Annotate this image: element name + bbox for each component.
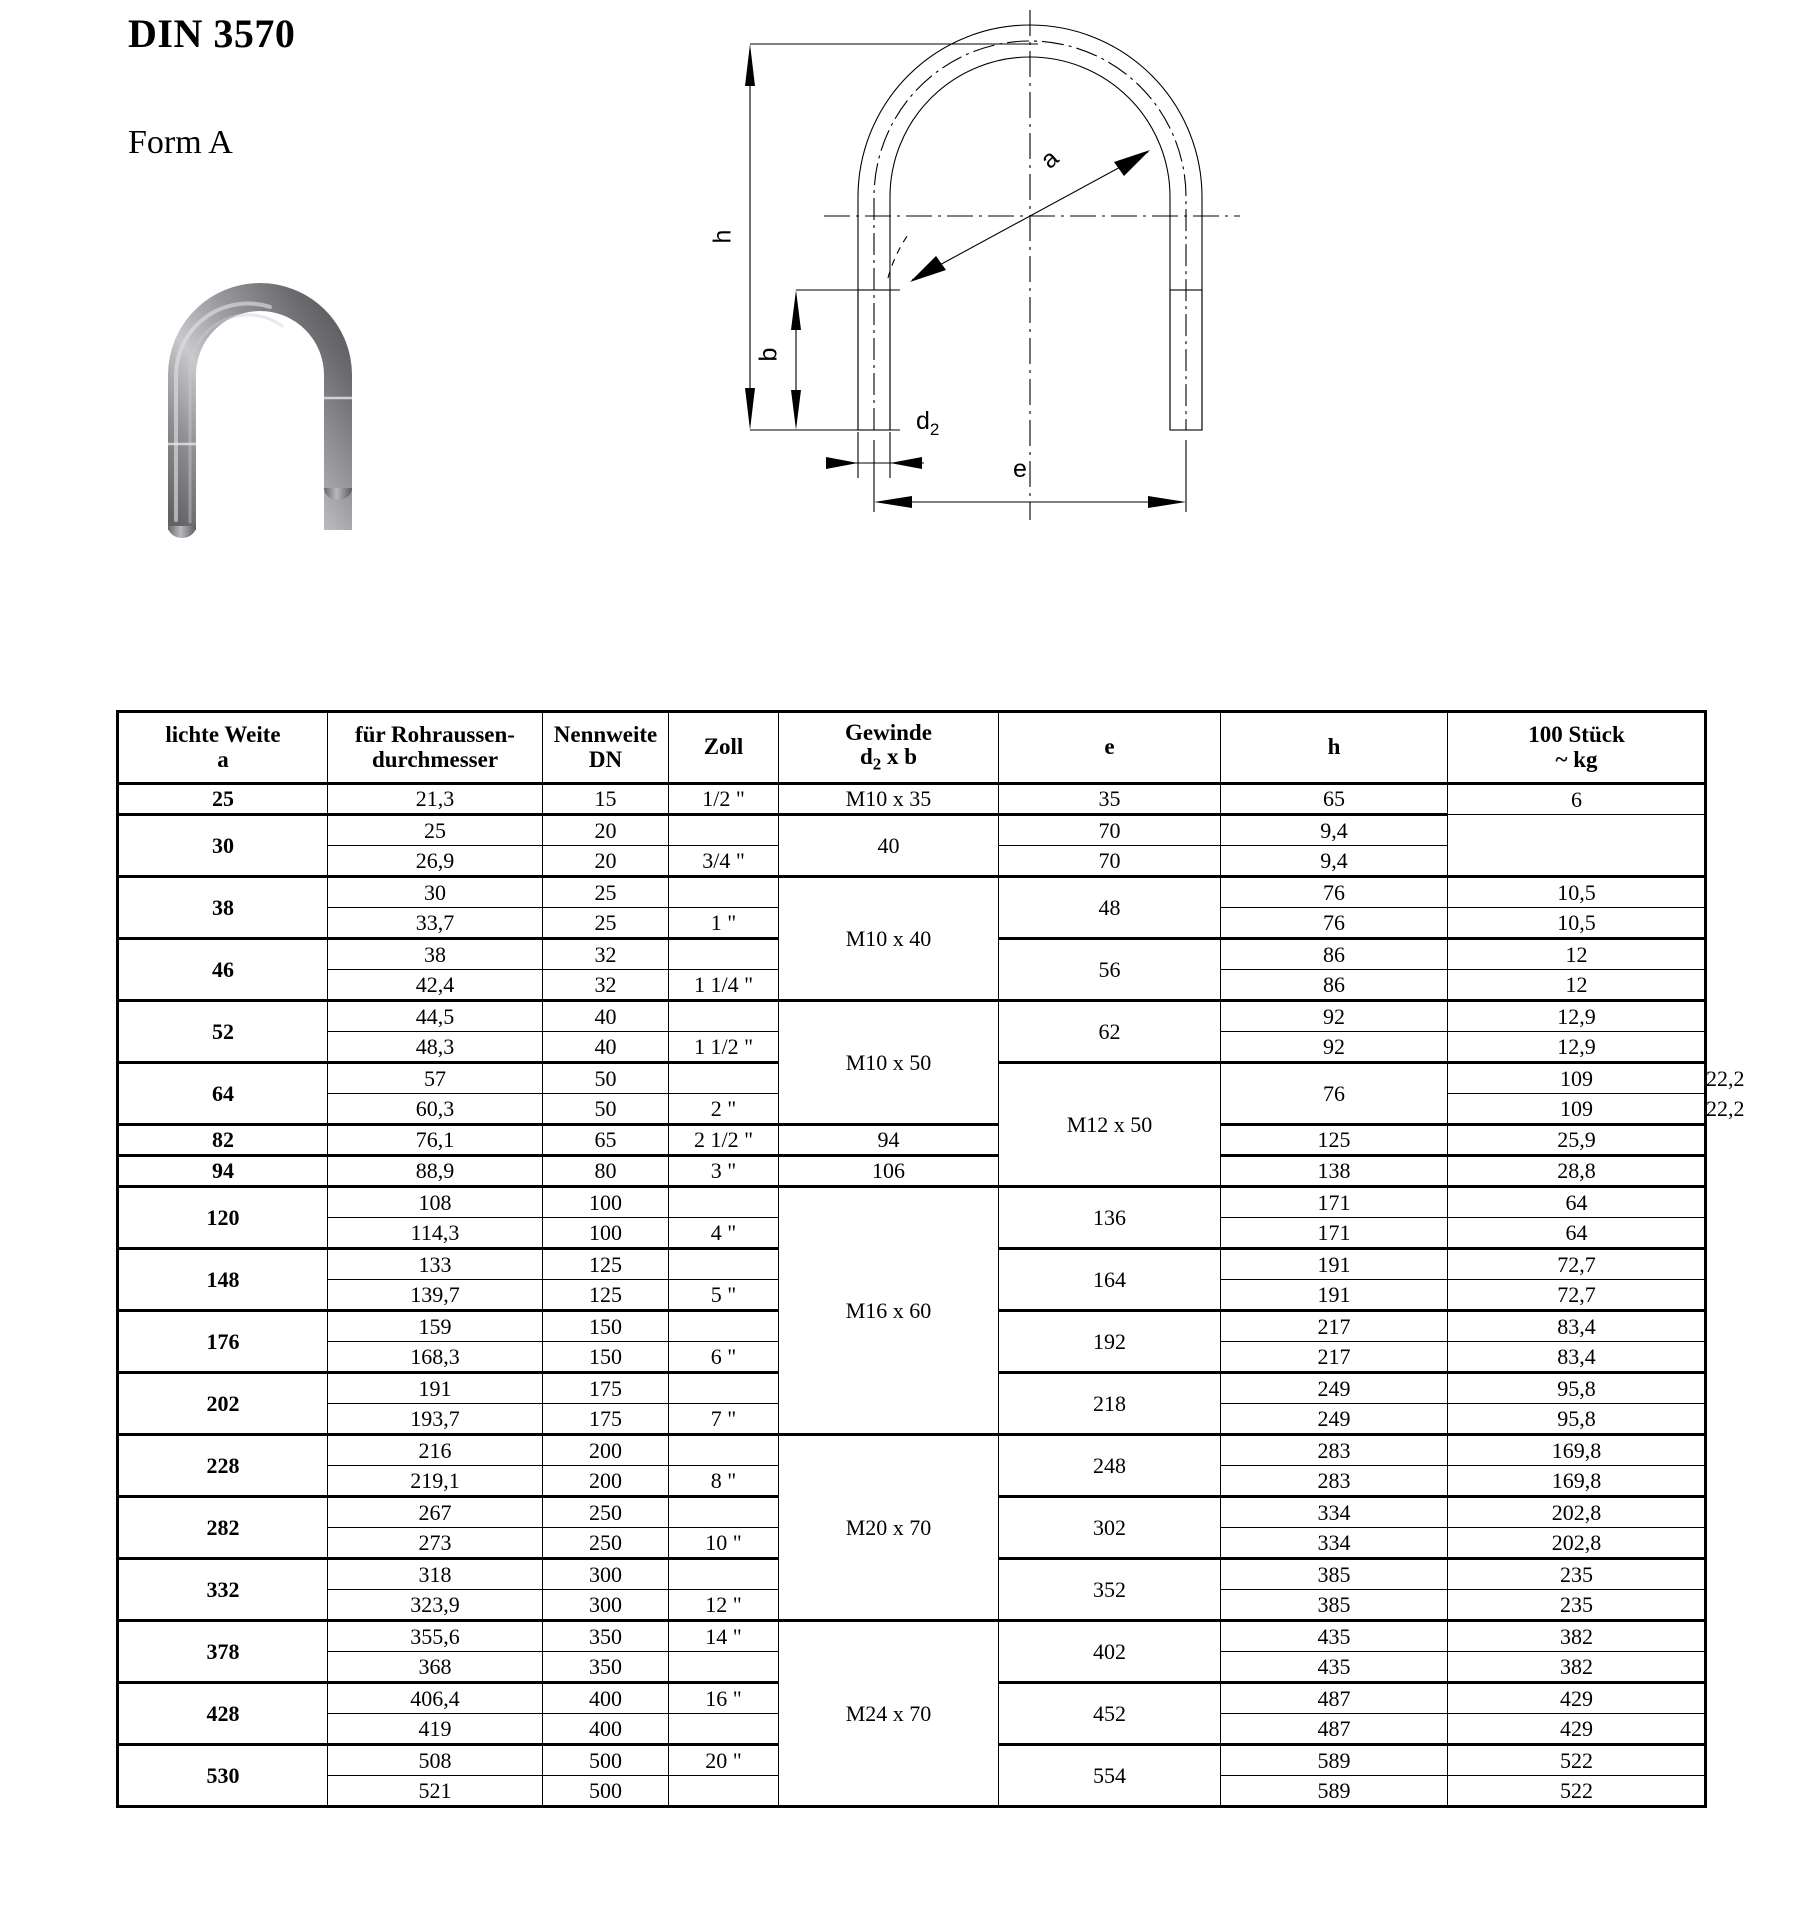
cell-lichte-weite: 332 (118, 1559, 328, 1621)
cell-zoll: 4 " (669, 1218, 779, 1249)
col-header-weight-line1: 100 Stück (1528, 722, 1625, 748)
cell-e: 248 (999, 1435, 1221, 1497)
cell-zoll: 16 " (669, 1683, 779, 1714)
cell-nennweite-dn: 40 (543, 1032, 669, 1063)
cell-zoll: 2 " (669, 1094, 779, 1125)
cell-h: 109 (1448, 1094, 1706, 1125)
cell-zoll: 2 1/2 " (669, 1125, 779, 1156)
cell-weight-100-stueck: 429 (1448, 1683, 1706, 1714)
cell-e: 76 (1221, 1063, 1448, 1125)
col-header-weight (1448, 712, 1706, 784)
cell-nennweite-dn: 250 (543, 1497, 669, 1528)
cell-rohraussendurchmesser: 25 (328, 815, 543, 846)
col-header-a (118, 712, 328, 784)
arrow-b-bottom (791, 390, 801, 430)
cell-e: 164 (999, 1249, 1221, 1311)
cell-lichte-weite: 30 (118, 815, 328, 877)
cell-rohraussendurchmesser: 191 (328, 1373, 543, 1404)
table-body (118, 784, 1745, 1807)
cell-h: 249 (1221, 1373, 1448, 1404)
table-header (118, 712, 1706, 784)
arrow-e-left (874, 496, 912, 508)
cell-weight-100-stueck: 169,8 (1448, 1435, 1706, 1466)
cell-h: 385 (1221, 1590, 1448, 1621)
specification-table (116, 710, 1745, 1808)
cell-zoll (669, 1652, 779, 1683)
cell-rohraussendurchmesser: 26,9 (328, 846, 543, 877)
cell-e: 136 (999, 1187, 1221, 1249)
cell-zoll: 12 " (669, 1590, 779, 1621)
table-row (118, 1621, 1706, 1652)
cell-h: 86 (1221, 939, 1448, 970)
cell-h: 109 (1448, 1063, 1706, 1094)
cell-e: 402 (999, 1621, 1221, 1683)
cell-h: 435 (1221, 1621, 1448, 1652)
cell-h: 217 (1221, 1342, 1448, 1373)
cell-nennweite-dn: 125 (543, 1280, 669, 1311)
cell-gewinde: M10 x 50 (779, 1001, 999, 1125)
cell-nennweite-dn: 300 (543, 1590, 669, 1621)
cell-weight-100-stueck: 64 (1448, 1218, 1706, 1249)
cell-zoll (669, 1714, 779, 1745)
cell-rohraussendurchmesser: 76,1 (328, 1125, 543, 1156)
cell-weight-100-stueck: 522 (1448, 1745, 1706, 1776)
cell-h: 92 (1221, 1032, 1448, 1063)
cell-lichte-weite: 530 (118, 1745, 328, 1807)
cell-h: 487 (1221, 1714, 1448, 1745)
cell-weight-100-stueck: 235 (1448, 1590, 1706, 1621)
cell-e: 40 (779, 815, 999, 877)
cell-lichte-weite: 202 (118, 1373, 328, 1435)
cell-nennweite-dn: 125 (543, 1249, 669, 1280)
cell-nennweite-dn: 100 (543, 1218, 669, 1249)
table-row (118, 1435, 1706, 1466)
cell-rohraussendurchmesser: 273 (328, 1528, 543, 1559)
cell-lichte-weite: 148 (118, 1249, 328, 1311)
col-header-thread-rest: x b (881, 744, 918, 770)
cell-h: 76 (1221, 908, 1448, 939)
col-header-zoll (669, 712, 779, 784)
cell-zoll: 8 " (669, 1466, 779, 1497)
cell-lichte-weite: 378 (118, 1621, 328, 1683)
col-header-pipe-od-line2: durchmesser (371, 746, 499, 772)
cell-weight-100-stueck: 95,8 (1448, 1373, 1706, 1404)
cell-weight-100-stueck: 83,4 (1448, 1311, 1706, 1342)
cell-rohraussendurchmesser: 419 (328, 1714, 543, 1745)
table-row: 64 57 50 M12 x 50 76 109 22,2 (118, 1063, 1706, 1094)
col-header-thread-line1: Gewinde (845, 720, 932, 746)
cell-rohraussendurchmesser: 57 (328, 1063, 543, 1094)
cell-weight-100-stueck: 522 (1448, 1776, 1706, 1807)
cell-nennweite-dn: 65 (543, 1125, 669, 1156)
cell-weight-100-stueck: 9,4 (1221, 846, 1448, 877)
cell-e: 48 (999, 877, 1221, 939)
cell-e: 554 (999, 1745, 1221, 1807)
cell-rohraussendurchmesser: 368 (328, 1652, 543, 1683)
cell-lichte-weite: 228 (118, 1435, 328, 1497)
cell-zoll (669, 1559, 779, 1590)
col-header-dn-line2: DN (588, 746, 623, 772)
table-row (118, 1156, 1706, 1187)
cell-lichte-weite: 52 (118, 1001, 328, 1063)
cell-zoll (669, 1249, 779, 1280)
cell-zoll: 5 " (669, 1280, 779, 1311)
cell-nennweite-dn: 25 (543, 908, 669, 939)
cell-lichte-weite: 25 (118, 784, 328, 815)
col-header-pipe-od-line1: für Rohraussen- (355, 722, 515, 748)
cell-e: 35 (999, 784, 1221, 815)
cell-h: 70 (999, 846, 1221, 877)
cell-h: 385 (1221, 1559, 1448, 1590)
cell-zoll (669, 1435, 779, 1466)
cell-zoll (669, 1187, 779, 1218)
cell-rohraussendurchmesser: 88,9 (328, 1156, 543, 1187)
cell-e: 192 (999, 1311, 1221, 1373)
cell-weight-100-stueck: 202,8 (1448, 1528, 1706, 1559)
cell-nennweite-dn: 300 (543, 1559, 669, 1590)
cell-h: 487 (1221, 1683, 1448, 1714)
col-header-dn (543, 712, 669, 784)
cell-rohraussendurchmesser: 406,4 (328, 1683, 543, 1714)
ubolt-end-left (168, 526, 196, 538)
cell-h: 589 (1221, 1776, 1448, 1807)
cell-rohraussendurchmesser: 318 (328, 1559, 543, 1590)
cell-lichte-weite: 38 (118, 877, 328, 939)
cell-zoll (669, 1311, 779, 1342)
cell-zoll (669, 939, 779, 970)
cell-weight-100-stueck: 12,9 (1448, 1001, 1706, 1032)
cell-nennweite-dn: 150 (543, 1311, 669, 1342)
cell-nennweite-dn: 175 (543, 1373, 669, 1404)
col-header-h-line1: h (1327, 734, 1341, 760)
cell-nennweite-dn: 80 (543, 1156, 669, 1187)
cell-rohraussendurchmesser: 114,3 (328, 1218, 543, 1249)
cell-e: 218 (999, 1373, 1221, 1435)
cell-h: 92 (1221, 1001, 1448, 1032)
cell-rohraussendurchmesser: 48,3 (328, 1032, 543, 1063)
cell-zoll (669, 1776, 779, 1807)
cell-nennweite-dn: 50 (543, 1063, 669, 1094)
table-row (118, 1187, 1706, 1218)
cell-h: 191 (1221, 1280, 1448, 1311)
cell-lichte-weite: 94 (118, 1156, 328, 1187)
cell-rohraussendurchmesser: 193,7 (328, 1404, 543, 1435)
cell-weight-100-stueck: 72,7 (1448, 1280, 1706, 1311)
cell-weight-100-stueck: 10,5 (1448, 877, 1706, 908)
arrow-d2-right (890, 457, 922, 469)
table-row (118, 784, 1706, 815)
cell-h: 65 (1221, 784, 1448, 815)
cell-e: 352 (999, 1559, 1221, 1621)
cell-h: 171 (1221, 1187, 1448, 1218)
col-header-zoll-line1: Zoll (703, 734, 744, 760)
cell-nennweite-dn: 25 (543, 877, 669, 908)
cell-e: 94 (779, 1125, 999, 1156)
cell-lichte-weite: 82 (118, 1125, 328, 1156)
dim-label-e: e (1013, 455, 1027, 483)
cell-h: 76 (1221, 877, 1448, 908)
cell-nennweite-dn: 40 (543, 1001, 669, 1032)
cell-nennweite-dn: 350 (543, 1652, 669, 1683)
arrow-a-outer (1114, 150, 1150, 176)
cell-weight-100-stueck: 72,7 (1448, 1249, 1706, 1280)
dim-label-d2-base: d (916, 407, 930, 435)
cell-weight-100-stueck: 169,8 (1448, 1466, 1706, 1497)
cell-rohraussendurchmesser: 521 (328, 1776, 543, 1807)
cell-nennweite-dn: 350 (543, 1621, 669, 1652)
cell-nennweite-dn: 500 (543, 1776, 669, 1807)
cell-rohraussendurchmesser: 355,6 (328, 1621, 543, 1652)
cell-weight-100-stueck: 28,8 (1448, 1156, 1706, 1187)
col-header-h (1221, 712, 1448, 784)
cell-lichte-weite: 46 (118, 939, 328, 1001)
dim-label-b: b (754, 347, 783, 362)
cell-gewinde: M20 x 70 (779, 1435, 999, 1621)
table-row (118, 815, 1706, 846)
arrow-h-bottom (745, 388, 755, 430)
cell-lichte-weite: 282 (118, 1497, 328, 1559)
cell-rohraussendurchmesser: 38 (328, 939, 543, 970)
cell-rohraussendurchmesser: 60,3 (328, 1094, 543, 1125)
col-header-weight-line2: ~ kg (1555, 746, 1598, 772)
arrow-e-right (1148, 496, 1186, 508)
cell-h: 171 (1221, 1218, 1448, 1249)
cell-gewinde: M24 x 70 (779, 1621, 999, 1807)
cell-h: 138 (1221, 1156, 1448, 1187)
col-header-dn-line1: Nennweite (553, 722, 658, 748)
cell-nennweite-dn: 500 (543, 1745, 669, 1776)
cell-rohraussendurchmesser: 219,1 (328, 1466, 543, 1497)
cell-rohraussendurchmesser: 508 (328, 1745, 543, 1776)
cell-lichte-weite: 64 (118, 1063, 328, 1125)
cell-h: 249 (1221, 1404, 1448, 1435)
cell-rohraussendurchmesser: 159 (328, 1311, 543, 1342)
dim-label-a: a (1035, 143, 1065, 175)
cell-h: 191 (1221, 1249, 1448, 1280)
col-header-a-line1: lichte Weite (165, 722, 281, 748)
cell-h: 70 (999, 815, 1221, 846)
dim-a-arc (888, 232, 910, 278)
cell-rohraussendurchmesser: 33,7 (328, 908, 543, 939)
form-designation: Form A (128, 124, 233, 161)
cell-nennweite-dn: 200 (543, 1466, 669, 1497)
cell-nennweite-dn: 15 (543, 784, 669, 815)
cell-gewinde: M12 x 50 (999, 1063, 1221, 1187)
cell-zoll (669, 877, 779, 908)
cell-zoll: 6 " (669, 1342, 779, 1373)
table-row (118, 1125, 1706, 1156)
arrow-d2-left (826, 457, 858, 469)
cell-h: 283 (1221, 1466, 1448, 1497)
cell-weight-100-stueck: 382 (1448, 1652, 1706, 1683)
cell-rohraussendurchmesser: 216 (328, 1435, 543, 1466)
col-header-thread (779, 712, 999, 784)
cell-nennweite-dn: 32 (543, 970, 669, 1001)
cell-zoll: 10 " (669, 1528, 779, 1559)
cell-zoll (669, 1373, 779, 1404)
ubolt-3d-render (150, 230, 450, 570)
cell-zoll: 14 " (669, 1621, 779, 1652)
cell-weight-100-stueck: 235 (1448, 1559, 1706, 1590)
dim-label-h: h (708, 229, 737, 244)
engineering-drawing (700, 0, 1420, 560)
cell-weight-100-stueck: 95,8 (1448, 1404, 1706, 1435)
cell-zoll (669, 1063, 779, 1094)
cell-weight-100-stueck: 25,9 (1448, 1125, 1706, 1156)
col-header-thread-line2 (781, 745, 996, 773)
cell-h: 334 (1221, 1528, 1448, 1559)
cell-zoll (669, 1001, 779, 1032)
cell-weight-100-stueck: 64 (1448, 1187, 1706, 1218)
cell-zoll: 20 " (669, 1745, 779, 1776)
cell-rohraussendurchmesser: 267 (328, 1497, 543, 1528)
cell-rohraussendurchmesser: 323,9 (328, 1590, 543, 1621)
col-header-a-line2: a (217, 746, 229, 772)
cell-rohraussendurchmesser: 21,3 (328, 784, 543, 815)
cell-weight-100-stueck: 202,8 (1448, 1497, 1706, 1528)
cell-weight-100-stueck: 12 (1448, 970, 1706, 1001)
cell-nennweite-dn: 20 (543, 846, 669, 877)
cell-rohraussendurchmesser: 133 (328, 1249, 543, 1280)
cell-weight-100-stueck: 429 (1448, 1714, 1706, 1745)
cell-zoll: 1 1/2 " (669, 1032, 779, 1063)
cell-weight-100-stueck: 10,5 (1448, 908, 1706, 939)
cell-rohraussendurchmesser: 108 (328, 1187, 543, 1218)
arrow-b-top (791, 290, 801, 330)
cell-zoll: 7 " (669, 1404, 779, 1435)
cell-weight-100-stueck: 6 (1448, 784, 1706, 815)
cell-rohraussendurchmesser: 168,3 (328, 1342, 543, 1373)
cell-nennweite-dn: 175 (543, 1404, 669, 1435)
table-row (118, 877, 1706, 908)
cell-rohraussendurchmesser: 44,5 (328, 1001, 543, 1032)
cell-zoll (669, 815, 779, 846)
cell-weight-100-stueck: 12,9 (1448, 1032, 1706, 1063)
cell-nennweite-dn: 32 (543, 939, 669, 970)
dim-label-d2-subscript: 2 (929, 420, 940, 439)
cell-e: 452 (999, 1683, 1221, 1745)
arrow-a-inner (910, 256, 946, 282)
cell-weight-100-stueck: 9,4 (1221, 815, 1448, 846)
cell-rohraussendurchmesser: 139,7 (328, 1280, 543, 1311)
cell-e: 106 (779, 1156, 999, 1187)
cell-nennweite-dn: 250 (543, 1528, 669, 1559)
col-header-pipe-od (328, 712, 543, 784)
dim-label-d2 (916, 407, 939, 440)
cell-nennweite-dn: 400 (543, 1714, 669, 1745)
cell-nennweite-dn: 50 (543, 1094, 669, 1125)
table-row: 60,3 50 2 " 109 22,2 (118, 1094, 1706, 1125)
header-row (118, 712, 1706, 784)
ubolt-render-svg (150, 230, 450, 570)
cell-weight-100-stueck: 83,4 (1448, 1342, 1706, 1373)
col-header-thread-subscript: 2 (872, 754, 882, 774)
cell-nennweite-dn: 200 (543, 1435, 669, 1466)
cell-zoll: 1 " (669, 908, 779, 939)
cell-zoll: 3 " (669, 1156, 779, 1187)
arrow-h-top (745, 44, 755, 86)
cell-nennweite-dn: 150 (543, 1342, 669, 1373)
cell-h: 435 (1221, 1652, 1448, 1683)
cell-rohraussendurchmesser: 30 (328, 877, 543, 908)
cell-h: 283 (1221, 1435, 1448, 1466)
cell-lichte-weite: 176 (118, 1311, 328, 1373)
cell-weight-100-stueck: 12 (1448, 939, 1706, 970)
cell-nennweite-dn: 100 (543, 1187, 669, 1218)
table-row (118, 1001, 1706, 1032)
cell-h: 217 (1221, 1311, 1448, 1342)
col-header-e-line1: e (1104, 734, 1115, 760)
cell-lichte-weite: 428 (118, 1683, 328, 1745)
cell-gewinde: M10 x 40 (779, 877, 999, 1001)
cell-e: 302 (999, 1497, 1221, 1559)
cell-weight-100-stueck: 382 (1448, 1621, 1706, 1652)
col-header-e (999, 712, 1221, 784)
ubolt-highlight-inner (190, 315, 282, 522)
cell-rohraussendurchmesser: 42,4 (328, 970, 543, 1001)
title-block (128, 10, 295, 162)
cell-h: 589 (1221, 1745, 1448, 1776)
cell-zoll: 3/4 " (669, 846, 779, 877)
cell-zoll: 1 1/4 " (669, 970, 779, 1001)
col-header-thread-d: d (859, 744, 873, 770)
cell-nennweite-dn: 20 (543, 815, 669, 846)
specification-table-wrapper (116, 710, 1745, 1808)
cell-gewinde: M10 x 35 (779, 784, 999, 815)
cell-h: 334 (1221, 1497, 1448, 1528)
page-title: DIN 3570 (128, 11, 296, 56)
cell-h: 125 (1221, 1125, 1448, 1156)
cell-zoll: 1/2 " (669, 784, 779, 815)
cell-nennweite-dn: 400 (543, 1683, 669, 1714)
cell-lichte-weite: 120 (118, 1187, 328, 1249)
cell-e: 62 (999, 1001, 1221, 1063)
cell-e: 56 (999, 939, 1221, 1001)
engineering-drawing-svg (700, 0, 1420, 560)
cell-h: 86 (1221, 970, 1448, 1001)
cell-gewinde: M16 x 60 (779, 1187, 999, 1435)
cell-zoll (669, 1497, 779, 1528)
